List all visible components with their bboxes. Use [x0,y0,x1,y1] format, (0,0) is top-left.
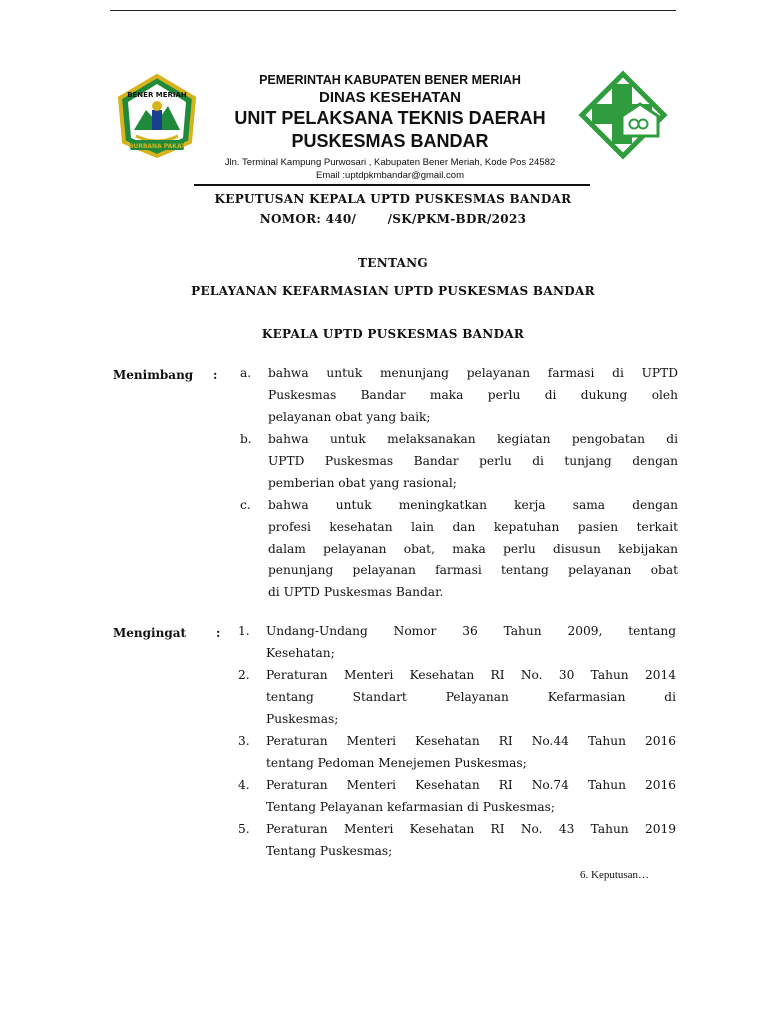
government-name: PEMERINTAH KABUPATEN BENER MERIAH [259,73,521,87]
mengingat-item-line: Tentang Puskesmas; [266,843,393,858]
menimbang-item-line: di UPTD Puskesmas Bandar. [268,585,444,600]
mengingat-item-marker: 5. [238,821,250,836]
about-heading: TENTANG [358,256,428,270]
menimbang-item-line: Puskesmas Bandar maka perlu di dukung oleh [268,387,678,402]
emblem-bottom-text: BURBANA PAKAT [128,143,186,150]
mengingat-item-marker: 1. [238,624,250,638]
menimbang-item-line: penunjang pelayanan farmasi tentang pelayanan obat [268,563,678,578]
decree-number: NOMOR: 440/ /SK/PKM-BDR/2023 [259,212,527,226]
menimbang-item-text [268,363,678,428]
mengingat-item-line: tentang Pedoman Menejemen Puskesmas; [266,755,527,770]
regency-emblem-icon [112,70,202,160]
mengingat-label: Mengingat [113,626,187,640]
mengingat-item-marker: 3. [238,733,250,748]
mengingat-item-marker: 4. [238,777,250,792]
emblem-top-text: BENER MERIAH [127,91,187,99]
mengingat-item-line: tentang Standart Pelayanan Kefarmasian di [266,689,676,704]
menimbang-item-marker: c. [240,498,251,512]
letterhead [100,60,680,190]
menimbang-item-marker: b. [240,432,252,446]
mengingat-item-marker: 2. [238,668,250,682]
mengingat-item [238,665,708,730]
email: Email :uptdpkmbandar@gmail.com [316,170,464,181]
next-page-catchword: 6. Keputusan… [580,869,650,881]
menimbang-item [240,495,710,604]
menimbang-item [240,363,710,428]
mengingat-item-line: Tentang Pelayanan kefarmasian di Puskesmas; [266,799,556,814]
menimbang-colon: : [213,368,218,382]
official-title: KEPALA UPTD PUSKESMAS BANDAR [261,327,525,341]
puskesmas-name: PUSKESMAS BANDAR [291,131,489,151]
address: Jln. Terminal Kampung Purwosari , Kabupaten Bener Meriah, Kode Pos 24582 [224,157,556,168]
letterhead-rule [194,184,590,186]
menimbang-item [240,429,710,494]
menimbang-item-line: pelayanan obat yang baik; [268,409,431,424]
puskesmas-logo-icon [578,70,668,160]
mengingat-item-text [266,819,676,863]
menimbang-item-line: bahwa untuk meningkatkan kerja sama dengan [268,498,678,512]
mengingat-item [238,621,708,665]
mengingat-item [238,731,708,775]
mengingat-item-line: Kesehatan; [266,645,335,660]
menimbang-item-line: profesi kesehatan lain dan kepatuhan pasien terkait [268,519,678,534]
menimbang-item-line: pemberian obat yang rasional; [268,475,457,490]
mengingat-item-line: Peraturan Menteri Kesehatan RI No. 43 Tahun 2019 [266,821,676,836]
mengingat-item [238,775,708,819]
mengingat-item-line: Peraturan Menteri Kesehatan RI No.44 Tahun 2016 [266,733,676,748]
menimbang-label: Menimbang [113,368,194,382]
menimbang-item-line: dalam pelayanan obat, maka perlu disusun kebijakan [268,541,678,556]
menimbang-item-line: bahwa untuk menunjang pelayanan farmasi di UPTD [268,366,678,380]
department-name: DINAS KESEHATAN [319,89,461,106]
mengingat-item-line: Peraturan Menteri Kesehatan RI No.74 Tahun 2016 [266,777,676,792]
menimbang-item-marker: a. [240,366,252,380]
mengingat-item-line: Puskesmas; [266,711,339,726]
mengingat-item-line: Peraturan Menteri Kesehatan RI No. 30 Tahun 2014 [266,668,676,682]
mengingat-item-text [266,731,676,775]
menimbang-item-text [268,429,678,494]
menimbang-item-text [268,495,678,604]
mengingat-item [238,819,708,863]
mengingat-item-line: Undang-Undang Nomor 36 Tahun 2009, tentang [266,624,676,638]
mengingat-colon: : [216,626,221,640]
mengingat-item-text [266,621,676,665]
decree-title: KEPUTUSAN KEPALA UPTD PUSKESMAS BANDAR [214,192,572,206]
unit-name: UNIT PELAKSANA TEKNIS DAERAH [234,108,546,128]
menimbang-item-line: UPTD Puskesmas Bandar perlu di tunjang dengan [268,453,678,468]
decree-subject: PELAYANAN KEFARMASIAN UPTD PUSKESMAS BANDAR [191,284,595,298]
menimbang-item-line: bahwa untuk melaksanakan kegiatan pengobatan di [268,432,678,446]
letterhead-text [195,72,585,182]
mengingat-item-text [266,665,676,730]
top-rule [110,10,676,11]
mengingat-item-text [266,775,676,819]
